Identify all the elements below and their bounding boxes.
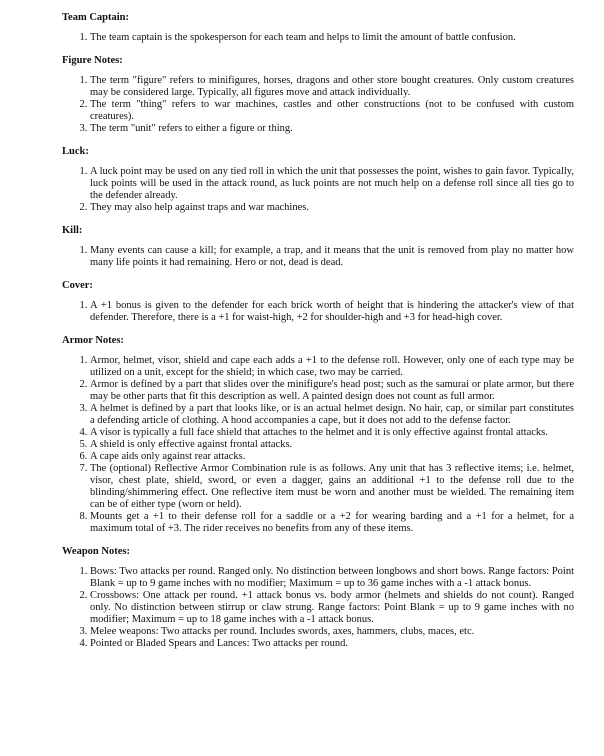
list-item: 1. Bows: Two attacks per round. Ranged only. No distinction between longbows and short bows. Range factors: Point Blank = up to 9 game inches with no modifier; Maximum = up to 36 game inches with a -1 attack bonus. [90,566,574,590]
sections-container [62,11,574,650]
list-item: 2. Crossbows: One attack per round. +1 attack bonus vs. body armor (helmets and shields do not count). Ranged only. No distinction between stirrup or claw strung. Range factors: Point Blank = up to 9 game inches with no modifier; Maximum = up to 18 game inches with a -1 attack bonus. [90,590,574,626]
list-item: 1. The team captain is the spokesperson for each team and helps to limit the amount of battle confusion. [90,32,574,44]
list-item: 1. Armor, helmet, visor, shield and cape each adds a +1 to the defense roll. However, only one of each type may be utilized on a unit, except for the shield; in which case, two may be carried. [90,355,574,379]
section-heading: Cover: [62,280,93,291]
section-figure-notes [62,54,574,135]
section-kill [62,224,574,269]
list-item: 6. A cape aids only against rear attacks. [90,451,574,463]
section-armor-notes [62,334,574,535]
section-heading: Figure Notes: [62,55,123,66]
list-item: 8. Mounts get a +1 to their defense roll for a saddle or a +2 for wearing barding and a +1 for a helmet, for a maximum total of +3. The rider receives no benefits from any of these items. [90,511,574,535]
section-heading: Kill: [62,225,83,236]
list-item: 4. A visor is typically a full face shield that attaches to the helmet and it is only effective against frontal attacks. [90,427,574,439]
list-item: 2. Armor is defined by a part that slides over the minifigure's head post; such as the samurai or plate armor, but there may be other parts that fit this description as well. A painted design does not count as full armor. [90,379,574,403]
section-cover [62,279,574,324]
section-heading: Luck: [62,146,89,157]
list-item: 1. The term "figure" refers to minifigures, horses, dragons and other store bought creatures. Only custom creatures may be considered large. Typically, all figures move and attack individually. [90,75,574,99]
section-heading: Team Captain: [62,12,129,23]
list-item: 4. Pointed or Bladed Spears and Lances: Two attacks per round. [90,638,574,650]
list-item: 1. A luck point may be used on any tied roll in which the unit that possesses the point, wishes to gain favor. Typically, luck points will be used in the attack round, as luck points are not much help on a defense roll since all ties go to the defender already. [90,166,574,202]
list-item: 2. The term "thing" refers to war machines, castles and other constructions (not to be confused with custom creatures). [90,99,574,123]
list-item: 5. A shield is only effective against frontal attacks. [90,439,574,451]
list-item: 3. A helmet is defined by a part that looks like, or is an actual helmet design. No hair, cap, or similar part constitutes a defending article of clothing. A hood accompanies a cape, but it does not add to the defense factor. [90,403,574,427]
numbered-list [62,566,574,650]
list-item: 2. They may also help against traps and war machines. [90,202,574,214]
section-heading: Armor Notes: [62,335,124,346]
numbered-list [62,355,574,535]
section-heading: Weapon Notes: [62,546,130,557]
numbered-list [62,300,574,324]
section-luck [62,145,574,214]
list-item: 7. The (optional) Reflective Armor Combination rule is as follows. Any unit that has 3 reflective items; i.e. helmet, visor, chest plate, shield, sword, or even a dagger, gains an additional +1 to the defense roll due to the blinding/shimmering effect. One reflective item must be worn and another must be wielded. The remaining item can be of either type (worn or held). [90,463,574,511]
numbered-list [62,75,574,135]
numbered-list [62,166,574,214]
numbered-list [62,245,574,269]
list-item: 3. The term "unit" refers to either a figure or thing. [90,123,574,135]
list-item: 1. Many events can cause a kill; for example, a trap, and it means that the unit is removed from play no matter how many life points it had remaining. Hero or not, dead is dead. [90,245,574,269]
section-team-captain [62,11,574,44]
list-item: 3. Melee weapons: Two attacks per round. Includes swords, axes, hammers, clubs, maces, etc. [90,626,574,638]
numbered-list [62,32,574,44]
section-weapon-notes [62,545,574,650]
list-item: 1. A +1 bonus is given to the defender for each brick worth of height that is hindering the attacker's view of that defender. Therefore, there is a +1 for waist-high, +2 for shoulder-high and +3 for head-high cover. [90,300,574,324]
